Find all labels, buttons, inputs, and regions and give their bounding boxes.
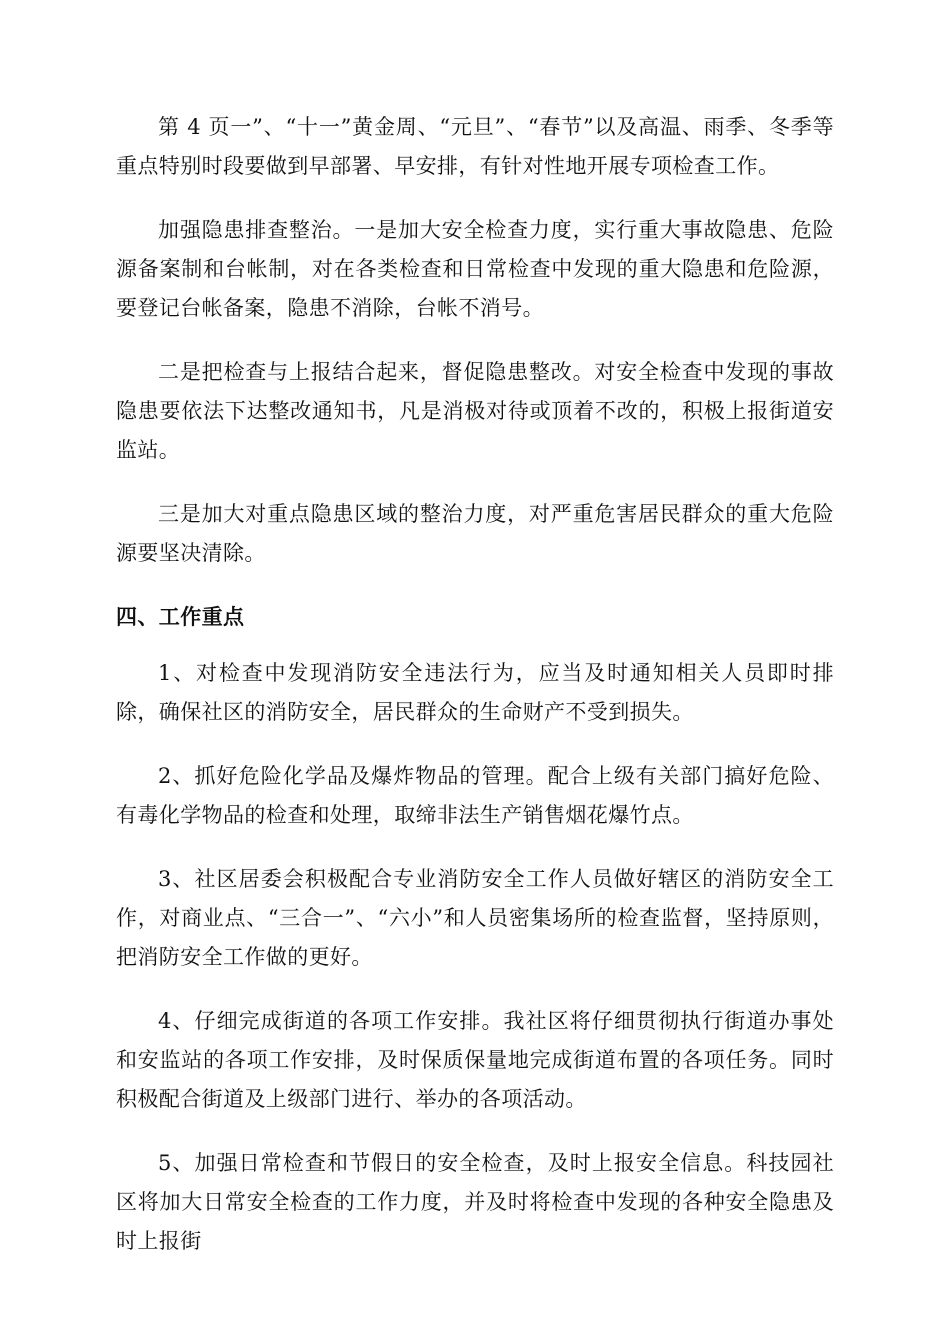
list-item-2: 2、抓好危险化学品及爆炸物品的管理。配合上级有关部门搞好危险、有毒化学物品的检查和处理，取缔非法生产销售烟花爆竹点。	[116, 764, 834, 827]
paragraph-holiday-inspection: 第 4 页一”、“十一”黄金周、“元旦”、“春节”以及高温、雨季、冬季等重点特别时段要做到早部署、早安排，有针对性地开展专项检查工作。	[116, 115, 834, 178]
section-heading: 四、工作重点	[116, 605, 245, 629]
list-item-5: 5、加强日常检查和节假日的安全检查，及时上报安全信息。科技园社区将加大日常安全检查的工作力度，并及时将检查中发现的各种安全隐患及时上报街	[116, 1151, 834, 1253]
paragraph-inspection-reporting: 二是把检查与上报结合起来，督促隐患整改。对安全检查中发现的事故隐患要依法下达整改通知书，凡是消极对待或顶着不改的，积极上报街道安监站。	[116, 360, 834, 462]
paragraph-key-areas: 三是加大对重点隐患区域的整治力度，对严重危害居民群众的重大危险源要坚决清除。	[116, 502, 834, 565]
paragraph-hazard-rectification: 加强隐患排查整治。一是加大安全检查力度，实行重大事故隐患、危险源备案制和台帐制，对在各类检查和日常检查中发现的重大隐患和危险源，要登记台帐备案，隐患不消除，台帐不消号。	[116, 218, 834, 320]
list-item-1: 1、对检查中发现消防安全违法行为，应当及时通知相关人员即时排除，确保社区的消防安全，居民群众的生命财产不受到损失。	[116, 661, 834, 724]
list-item-4: 4、仔细完成街道的各项工作安排。我社区将仔细贯彻执行街道办事处和安监站的各项工作安排，及时保质保量地完成街道布置的各项任务。同时积极配合街道及上级部门进行、举办的各项活动。	[116, 1009, 834, 1111]
document-page	[116, 108, 834, 1286]
list-item-3: 3、社区居委会积极配合专业消防安全工作人员做好辖区的消防安全工作，对商业点、“三合一”、“六小”和人员密集场所的检查监督，坚持原则，把消防安全工作做的更好。	[116, 867, 834, 969]
